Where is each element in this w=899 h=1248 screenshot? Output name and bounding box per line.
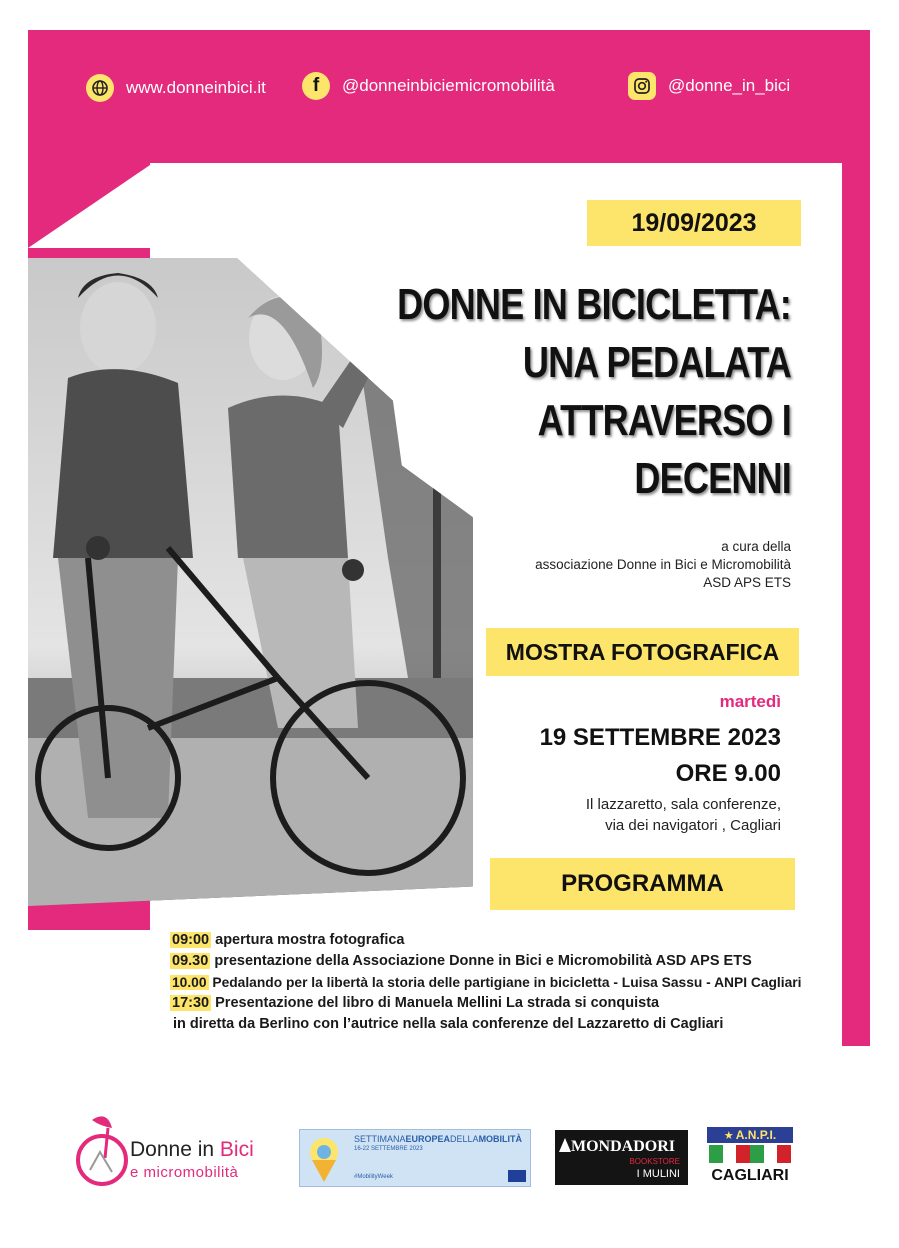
- program-continuation: in diretta da Berlino con l’autrice nella sala conferenze del Lazzaretto di Cagliari: [173, 1016, 724, 1032]
- instagram-icon: [628, 72, 656, 100]
- mobility-week-pin-icon: [304, 1130, 344, 1186]
- mw-t4: MOBILITÀ: [478, 1134, 523, 1144]
- sponsor-donne-in-bici: [72, 1110, 282, 1190]
- mobility-week-tag: #MobilityWeek: [354, 1174, 393, 1180]
- mw-t1: SETTIMANA: [354, 1134, 406, 1144]
- event-location-2: via dei navigatori , Cagliari: [605, 817, 781, 834]
- program-list: [170, 930, 810, 1035]
- mondadori-sub2: I MULINI: [636, 1168, 680, 1180]
- program-text: Pedalando per la libertà la storia delle partigiane in bicicletta - Luisa Sassu - ANPI Cagliari: [212, 975, 802, 990]
- curated-by-line-1: a cura della: [721, 539, 791, 554]
- anpi-flag-icon: [709, 1145, 791, 1163]
- date-badge: [587, 200, 801, 246]
- instagram-text: @donne_in_bici: [668, 76, 791, 95]
- program-item: [170, 930, 810, 951]
- sponsor-mobility-week: [299, 1129, 531, 1187]
- mondadori-name: MONDADORI: [571, 1138, 675, 1155]
- website-link[interactable]: [86, 74, 266, 102]
- mobility-week-title: [354, 1134, 522, 1144]
- bicycle-logo-icon: [72, 1110, 132, 1190]
- program-label: PROGRAMMA: [561, 870, 724, 897]
- program-item: [170, 951, 810, 972]
- exhibition-badge: [486, 628, 799, 676]
- program-time: 10.00: [172, 975, 207, 990]
- anpi-header: [707, 1127, 793, 1143]
- mw-t3: DELLA: [450, 1134, 479, 1144]
- globe-icon: [86, 74, 114, 102]
- sponsor-mondadori: [555, 1130, 688, 1185]
- curated-by-line-2: associazione Donne in Bici e Micromobilità: [535, 557, 791, 572]
- exhibition-label: MOSTRA FOTOGRAFICA: [505, 638, 780, 665]
- event-date: 19 SETTEMBRE 2023: [539, 724, 781, 751]
- facebook-icon: f: [302, 72, 330, 100]
- program-text: apertura mostra fotografica: [215, 932, 405, 948]
- curated-by: [431, 538, 791, 592]
- website-text: www.donneinbici.it: [126, 78, 266, 97]
- program-text: presentazione della Associazione Donne in Bici e Micromobilità ASD APS ETS: [214, 953, 752, 969]
- date-badge-text: 19/09/2023: [631, 208, 757, 237]
- mobility-week-dates: 16-22 SETTEMBRE 2023: [354, 1146, 423, 1152]
- sponsor-anpi: [707, 1127, 793, 1189]
- title-line-4: DECENNI: [634, 454, 791, 503]
- program-time: 09.30: [172, 953, 209, 969]
- mw-t2: EUROPEA: [405, 1134, 451, 1144]
- anpi-city: CAGLIARI: [711, 1167, 789, 1184]
- event-time: ORE 9.00: [675, 760, 781, 787]
- event-weekday: martedì: [719, 692, 781, 711]
- title-line-3: ATTRAVERSO I: [537, 396, 791, 445]
- mondadori-sub1: BOOKSTORE: [629, 1157, 680, 1166]
- star-icon: ★: [723, 1129, 734, 1142]
- curated-by-line-3: ASD APS ETS: [703, 575, 791, 590]
- event-location-1: Il lazzaretto, sala conferenze,: [585, 796, 781, 813]
- program-item: [170, 993, 810, 1014]
- facebook-text: @donneinbiciemicromobilità: [342, 76, 555, 95]
- program-time: 17:30: [172, 995, 210, 1011]
- title-line-2: UNA PEDALATA: [522, 338, 791, 387]
- program-time: 09:00: [172, 932, 210, 948]
- facebook-link[interactable]: [302, 72, 555, 100]
- panel-bottom-left: [28, 930, 158, 1046]
- program-badge: [490, 858, 795, 910]
- title-line-1: DONNE IN BICICLETTA:: [397, 280, 791, 329]
- program-text: Presentazione del libro di Manuela Mellini La strada si conquista: [215, 995, 660, 1011]
- bici-logo-text: Bici: [219, 1138, 254, 1161]
- anpi-name: A.N.P.I.: [735, 1128, 777, 1142]
- eu-flag-icon: [508, 1170, 526, 1182]
- donne-logo-line1: [130, 1138, 254, 1162]
- micromobilita-logo-text: e micromobilità: [130, 1164, 239, 1181]
- event-title: [271, 276, 791, 508]
- instagram-link[interactable]: [628, 72, 790, 100]
- donne-logo-text: Donne in: [130, 1138, 220, 1161]
- mondadori-a-icon: [559, 1138, 571, 1152]
- program-item: [170, 972, 810, 993]
